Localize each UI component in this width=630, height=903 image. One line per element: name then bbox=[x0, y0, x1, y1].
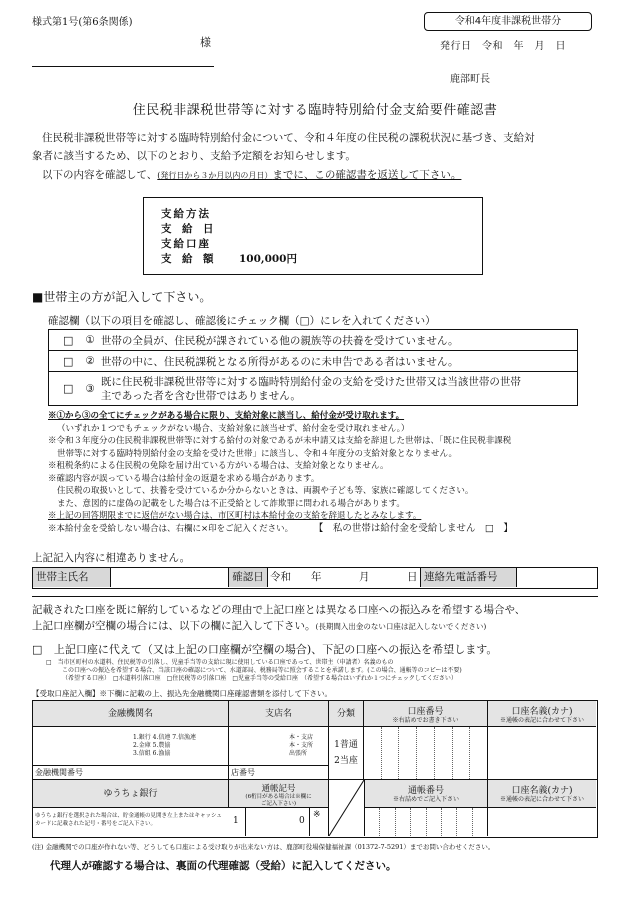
branch-code-label: 店番号 bbox=[231, 768, 255, 777]
yucho-number-cell[interactable] bbox=[364, 808, 488, 836]
account-holder-header-label: 口座名義(カナ) bbox=[511, 707, 573, 717]
account-type-current: 2当座 bbox=[334, 756, 358, 766]
yucho-number-header-sub: ※右詰めでご記入下さい bbox=[392, 796, 459, 803]
note-3: ※令和３年度分の住民税非課税世帯等に対する給付の対象であるが未申請又は支給を辞退した世帯は、「既に住民税非課税 bbox=[48, 436, 512, 446]
head-name-field[interactable] bbox=[111, 568, 228, 587]
bank-name-header: 金融機関名 bbox=[33, 701, 229, 727]
category-header: 分類 bbox=[329, 701, 364, 727]
yucho-code-first-digit: 1 bbox=[233, 816, 239, 826]
check-text-3-line-2: 主であった者を含む世帯ではありません。 bbox=[100, 389, 301, 402]
check-text-3-line-1: 既に住民税非課税世帯等に対する臨時特別給付金の支給を受けた世帯又は当該世帯の世帯 bbox=[100, 375, 521, 388]
yucho-number-header-label: 通帳番号 bbox=[407, 786, 444, 796]
yucho-holder-header bbox=[488, 780, 596, 808]
yucho-code-divider-2 bbox=[309, 808, 310, 836]
check-text-3 bbox=[101, 375, 521, 403]
issuer: 鹿部町長 bbox=[450, 74, 490, 85]
check-num-3: ③ bbox=[85, 382, 95, 395]
payment-account-label: 支給口座 bbox=[161, 238, 211, 250]
bank-types-3: 3.信組 6.漁協 bbox=[133, 750, 171, 757]
yucho-holder-header-label: 口座名義(カナ) bbox=[511, 786, 573, 796]
decline-checkbox[interactable]: 【 私の世帯は給付金を受給しません □ 】 bbox=[313, 522, 513, 534]
agreement-text: 上記記入内容に相違ありません。 bbox=[32, 552, 191, 564]
note-2: （いずれか１つでもチェックがない場合、支給対象に該当せず、給付金を受け取れません。） bbox=[57, 423, 410, 434]
note-10-text: ※本給付金を受給しない場合は、右欄に×印をご記入ください。 bbox=[48, 523, 294, 534]
yucho-note: ゆうちょ銀行を選択された場合は、貯金通帳の見開き左上またはキャッシュカードに記載された記号・番号をご記入下さい。 bbox=[35, 813, 222, 827]
issue-date: 発行日 令和 年 月 日 bbox=[440, 41, 566, 52]
payment-amount-label: 支 給 額 bbox=[161, 253, 214, 265]
note-9: ※上記の回答期限までに返信がない場合は、市区町村は本給付金の支給を辞退したとみなします。 bbox=[48, 511, 422, 521]
yucho-number-header bbox=[364, 780, 488, 808]
account-number-cell[interactable] bbox=[364, 727, 488, 779]
account-type-cell[interactable] bbox=[329, 727, 364, 779]
yucho-code-header-sub-1: (6桁目がある場合は※欄に bbox=[245, 794, 312, 800]
intro-line-3 bbox=[42, 167, 461, 182]
recipient-suffix: 様 bbox=[200, 36, 211, 49]
yucho-code-header bbox=[229, 780, 329, 808]
payment-amount-value: 100,000円 bbox=[239, 253, 297, 265]
head-name-label: 世帯主氏名 bbox=[33, 568, 111, 587]
account-type-ordinary: 1普通 bbox=[334, 740, 358, 750]
account-holder-header-sub: ※通帳の表記に合わせて下さい bbox=[499, 717, 584, 724]
alt-account-para-2 bbox=[32, 618, 486, 633]
branch-cell[interactable] bbox=[229, 727, 329, 779]
branch-code-divider bbox=[229, 765, 329, 766]
check-row-2 bbox=[49, 351, 577, 372]
check-num-1: ① bbox=[85, 334, 95, 346]
alt-account-para-2-small: (長期間入出金のない口座は記入しないでください) bbox=[315, 622, 487, 631]
page-title: 住民税非課税世帯等に対する臨時特別給付金支給要件確認書 bbox=[132, 103, 498, 118]
note-8: また、意図的に虚偽の記載をした場合は不正受給として詐欺罪に問われる場合があります。 bbox=[57, 498, 405, 509]
notes bbox=[48, 410, 588, 535]
alt-account-small-1: □ 当市区町村の水道料、住民税等の引落し、児童手当等の支給に現に使用している口座であって、世帯主（申請者）名義のもの bbox=[46, 659, 394, 666]
yucho-holder-header-sub: ※通帳の表記に合わせて下さい bbox=[499, 796, 584, 803]
account-number-header bbox=[364, 701, 488, 727]
era-label: 令和 bbox=[270, 571, 291, 583]
account-number-header-label: 口座番号 bbox=[407, 707, 444, 717]
account-entry-note: 【受取口座記入欄】※下欄に記載の上、振込先金融機関口座確認書類を添付して下さい。 bbox=[32, 689, 332, 698]
phone-field[interactable] bbox=[518, 568, 596, 587]
note-5: ※租税条約による住民税の免除を届け出ている方がいる場合は、支給対象となりません。 bbox=[48, 461, 389, 471]
check-num-2: ② bbox=[85, 355, 95, 367]
intro-line-3-post: までに、この確認書を返送して下さい。 bbox=[272, 169, 462, 181]
note-7: 住民税の取扱いとして、扶養を受けているか分からないときは、両親や子ども等、家族に確認してください。 bbox=[57, 486, 474, 496]
intro-line-1: 住民税非課税世帯等に対する臨時特別給付金について、令和４年度の住民税の課税状況に基づき、支給対 bbox=[42, 132, 535, 144]
alt-account-para-2-text: 上記口座欄が空欄の場合には、以下の欄に記入して下さい。 bbox=[32, 620, 316, 632]
yucho-code-last-digit: 0 bbox=[299, 816, 305, 826]
yucho-code-header-label: 通帳記号 bbox=[261, 784, 296, 794]
checklist-box bbox=[48, 329, 578, 406]
branch-types-3: 出張所 bbox=[289, 750, 308, 757]
inquiry-note: (注) 金融機関での口座が作れない等、どうしても口座による受け取りが出来ない方は、鹿部町役場保健福祉課（01372-7-5291）までお問い合わせください。 bbox=[32, 843, 495, 851]
signature-row bbox=[32, 567, 598, 589]
bank-code-divider bbox=[33, 765, 229, 766]
check-box-3[interactable]: □ bbox=[63, 382, 74, 395]
bank-name-cell[interactable] bbox=[33, 727, 229, 779]
category-badge: 令和4年度非課税世帯分 bbox=[424, 12, 592, 31]
day-label: 日 bbox=[407, 571, 418, 583]
year-label: 年 bbox=[311, 571, 322, 583]
payment-date-label: 支 給 日 bbox=[161, 223, 214, 235]
check-row-3 bbox=[49, 372, 577, 405]
confirm-date-label: 確認日 bbox=[228, 568, 268, 587]
note-1: ※①から③の全てにチェックがある場合に限り、支給対象に該当し、給付金が受け取れます。 bbox=[48, 411, 405, 421]
branch-types-2: 本・支所 bbox=[289, 742, 314, 749]
alt-account-small-3: （希望する口座） □水道料引落口座 □住民税等の引落口座 □児童手当等の受給口座 （希望する場合はいずれか１つにチェックしてください） bbox=[62, 675, 457, 682]
check-row-1 bbox=[49, 330, 577, 351]
yucho-code-asterisk: ※ bbox=[313, 810, 321, 820]
account-number-header-sub: ※右詰めでお書き下さい bbox=[392, 717, 459, 724]
form-number: 様式第1号(第6条関係) bbox=[32, 17, 133, 28]
payment-method-label: 支給方法 bbox=[161, 208, 211, 220]
branch-header: 支店名 bbox=[229, 701, 329, 727]
alt-account-request-box[interactable]: □ bbox=[32, 643, 43, 656]
note-6: ※確認内容が誤っている場合は給付金の返還を求める場合があります。 bbox=[48, 473, 320, 484]
intro-line-2: 象者に該当するため、以下のとおり、支給予定額をお知らせします。 bbox=[32, 150, 356, 162]
yucho-label: ゆうちょ銀行 bbox=[33, 780, 229, 808]
confirm-instructions: 確認欄（以下の項目を確認し、確認後にチェック欄（□）にレを入れてください） bbox=[48, 315, 436, 327]
note-10 bbox=[48, 523, 588, 536]
payment-info-box bbox=[143, 197, 483, 275]
return-deadline: (発行日から３か月以内の月日） bbox=[157, 171, 273, 180]
account-holder-cell[interactable] bbox=[488, 727, 596, 779]
yucho-code-divider-1 bbox=[245, 808, 246, 836]
phone-label: 連絡先電話番号 bbox=[420, 568, 517, 587]
yucho-table bbox=[32, 780, 598, 838]
alt-account-para-1: 記載された口座を既に解約しているなどの理由で上記口座とは異なる口座への振込みを希望する場合や、 bbox=[32, 604, 526, 616]
check-box-2[interactable]: □ bbox=[63, 354, 74, 368]
bank-types-1: 1.銀行 4.信連 7.信漁連 bbox=[133, 734, 196, 741]
check-text-2: 世帯の中に、住民税課税となる所得があるのに未申告である者はいません。 bbox=[100, 355, 459, 368]
month-label: 月 bbox=[359, 571, 370, 583]
account-holder-header bbox=[488, 701, 596, 727]
intro-line-3-pre: 以下の内容を確認して、 bbox=[42, 169, 158, 181]
bank-types-2: 2.金庫 5.農協 bbox=[133, 742, 171, 749]
recipient-name-line bbox=[32, 66, 214, 67]
yucho-code-header-sub-2: ご記入下さい) bbox=[260, 801, 297, 807]
yucho-holder-cell[interactable] bbox=[488, 808, 596, 836]
section-divider bbox=[32, 596, 598, 597]
alt-account-small-2: この口座への振込を希望する場合、当該口座の確認について、水道部局、税務局等に照会することを承諾します。(この場合、通帳等のコピーは不要) bbox=[62, 667, 462, 674]
check-text-1: 世帯の全員が、住民税が課されている他の親族等の扶養を受けていません。 bbox=[100, 334, 459, 347]
bank-account-table bbox=[32, 700, 598, 780]
proxy-note: 代理人が確認する場合は、裏面の代理確認（受給）に記入してください。 bbox=[50, 860, 397, 872]
alt-account-request-text: 上記口座に代えて（又は上記の口座欄が空欄の場合)、下記の口座への振込を希望します。 bbox=[53, 643, 498, 656]
bank-code-label: 金融機関番号 bbox=[35, 768, 83, 777]
yucho-diagonal-slash bbox=[329, 780, 364, 836]
section-heading: ■世帯主の方が記入して下さい。 bbox=[32, 290, 212, 304]
note-4: 世帯等に対する臨時特別給付金の支給を受けた世帯」に該当し、令和４年度分の支給対象となりません。 bbox=[57, 448, 458, 459]
yucho-code-cell[interactable] bbox=[229, 808, 329, 836]
branch-types-1: 本・支店 bbox=[289, 734, 314, 741]
check-box-1[interactable]: □ bbox=[63, 333, 74, 347]
alt-account-request bbox=[32, 641, 497, 657]
